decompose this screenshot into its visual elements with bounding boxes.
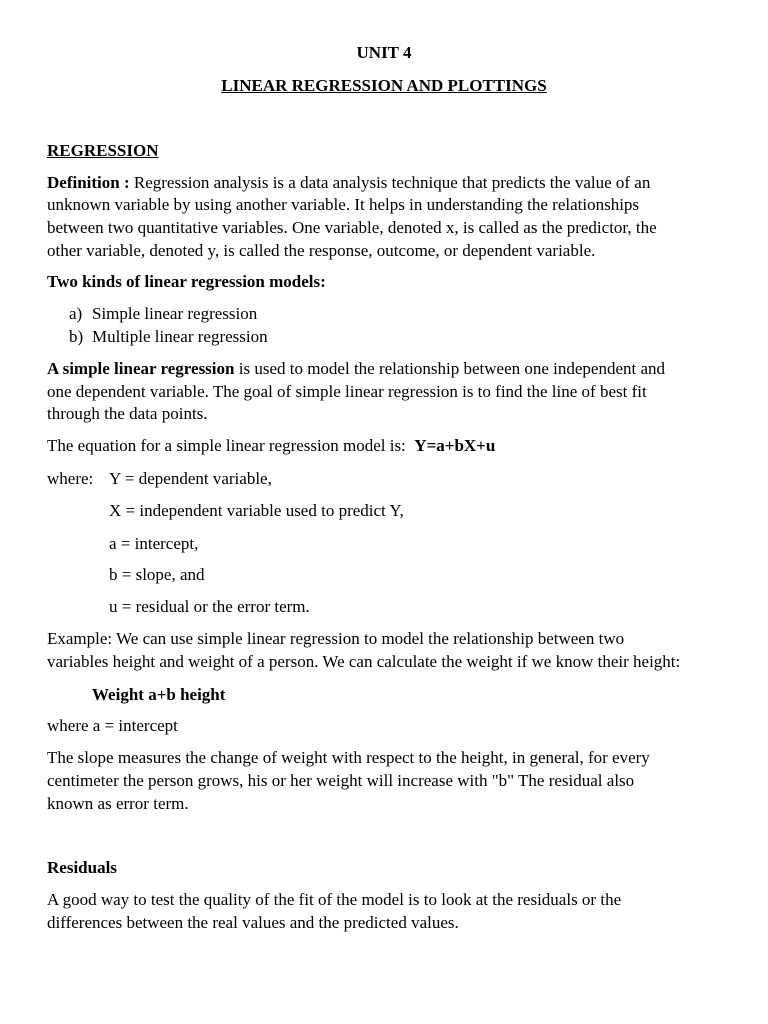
simple-line-1 bbox=[47, 359, 665, 379]
where-line-1 bbox=[47, 469, 93, 489]
slope-line-2: centimeter the person grows, his or her weight will increase with "b" The residual also bbox=[47, 771, 635, 790]
equation-text: The equation for a simple linear regression model is: bbox=[47, 436, 406, 455]
slope-line-3: known as error term. bbox=[47, 794, 189, 813]
simple-text-1: is used to model the relationship between one independent and bbox=[238, 359, 666, 378]
definition-line-2: unknown variable by using another variable. It helps in understanding the relationships bbox=[47, 195, 640, 214]
residuals-heading: Residuals bbox=[47, 858, 117, 877]
residuals-line-2: differences between the real values and the predicted values. bbox=[47, 913, 459, 932]
where-item: X = independent variable used to predict Y, bbox=[109, 501, 404, 520]
where-item: u = residual or the error term. bbox=[109, 597, 310, 616]
regression-heading: REGRESSION bbox=[47, 141, 159, 160]
simple-line-3: through the data points. bbox=[47, 404, 208, 423]
equation-line bbox=[47, 436, 495, 456]
weight-formula: Weight a+b height bbox=[92, 685, 226, 704]
where-item: a = intercept, bbox=[109, 534, 199, 553]
residuals-line-1: A good way to test the quality of the fit of the model is to look at the residuals or the bbox=[47, 890, 622, 909]
list-item-text: Multiple linear regression bbox=[92, 327, 268, 346]
kinds-heading: Two kinds of linear regression models: bbox=[47, 272, 326, 291]
definition-line-3: between two quantitative variables. One variable, denoted x, is called as the predictor, the bbox=[47, 218, 657, 237]
where-label: where: bbox=[47, 469, 94, 488]
list-item-text: Simple linear regression bbox=[92, 304, 258, 323]
definition-line-1 bbox=[47, 173, 650, 193]
equation-formula: Y=a+bX+u bbox=[414, 436, 496, 455]
where-item: Y = dependent variable, bbox=[109, 469, 272, 488]
where-intercept: where a = intercept bbox=[47, 716, 178, 735]
definition-line-4: other variable, denoted y, is called the response, outcome, or dependent variable. bbox=[47, 241, 596, 260]
list-item bbox=[69, 327, 268, 347]
where-item: b = slope, and bbox=[109, 565, 205, 584]
definition-label: Definition : bbox=[47, 173, 130, 192]
unit-title: UNIT 4 bbox=[356, 43, 412, 62]
simple-line-2: one dependent variable. The goal of simple linear regression is to find the line of best fit bbox=[47, 382, 647, 401]
list-item bbox=[69, 304, 257, 324]
simple-bold: A simple linear regression bbox=[47, 359, 235, 378]
definition-text-1: Regression analysis is a data analysis technique that predicts the value of an bbox=[133, 173, 651, 192]
example-line-2: variables height and weight of a person. We can calculate the weight if we know their height: bbox=[47, 652, 681, 671]
list-marker: a) bbox=[69, 304, 83, 323]
example-line-1: Example: We can use simple linear regression to model the relationship between two bbox=[47, 629, 625, 648]
slope-line-1: The slope measures the change of weight with respect to the height, in general, for every bbox=[47, 748, 650, 767]
list-marker: b) bbox=[69, 327, 84, 346]
main-title: LINEAR REGRESSION AND PLOTTINGS bbox=[221, 76, 547, 95]
